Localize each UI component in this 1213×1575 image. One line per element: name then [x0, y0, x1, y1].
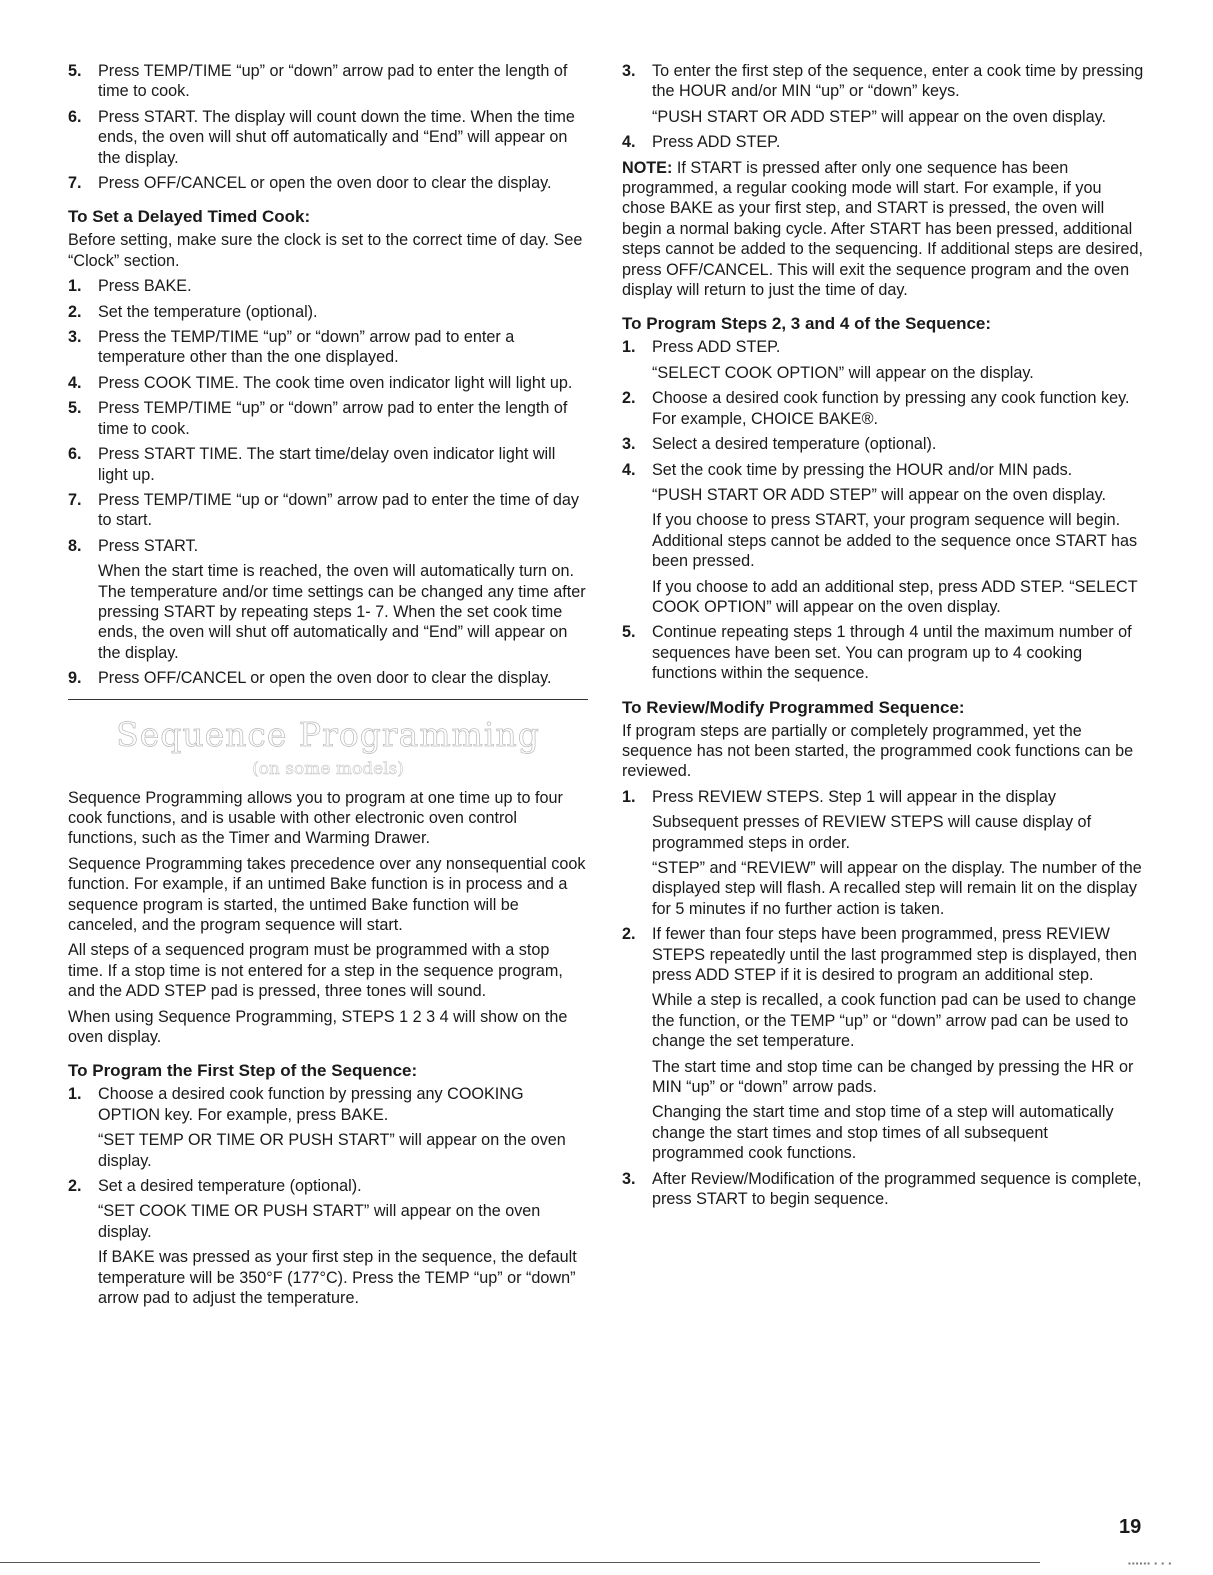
list-item	[68, 1084, 588, 1125]
step-text: Press START TIME. The start time/delay oven indicator light will light up.	[98, 445, 556, 484]
footer-rule	[0, 1562, 1040, 1563]
step-text: Set a desired temperature (optional).	[98, 1177, 362, 1196]
list-item	[622, 434, 1144, 454]
list-item	[68, 373, 588, 393]
step-text: Press OFF/CANCEL or open the oven door to clear the display.	[98, 669, 552, 688]
list-item	[68, 276, 588, 296]
step-text: If fewer than four steps have been programmed, press REVIEW STEPS repeatedly until the last programmed step is displayed, then press ADD STEP if it is desired to program an additional step.	[652, 925, 1137, 985]
step-text: Press COOK TIME. The cook time oven indicator light will light up.	[98, 373, 573, 392]
step-text: Select a desired temperature (optional).	[652, 435, 937, 454]
step-number: 9.	[68, 669, 82, 688]
page-number: 19	[1119, 1516, 1142, 1538]
step-text: Choose a desired cook function by pressing any cook function key. For example, CHOICE BAKE®.	[652, 389, 1130, 428]
step-text: After Review/Modification of the programmed sequence is complete, press START to begin sequence.	[652, 1169, 1142, 1209]
step-number: 7.	[68, 490, 82, 509]
list-item	[622, 132, 1144, 152]
list-item	[68, 398, 588, 439]
step-number: 2.	[622, 389, 636, 408]
step-detail: “SELECT COOK OPTION” will appear on the display.	[652, 363, 1034, 382]
step-number: 1.	[68, 277, 82, 296]
scan-marks: ▪▪▪▪▪▪ ▪ ▪ ▪	[1128, 1559, 1173, 1568]
list-item	[68, 61, 588, 102]
paragraph: All steps of a sequenced program must be programmed with a stop time. If a stop time is not entered for a step in the sequence program, and the ADD STEP pad is pressed, three tones will sound.	[68, 941, 563, 1001]
step-number: 2.	[68, 302, 82, 321]
first-step-heading: To Program the First Step of the Sequence:	[68, 1061, 418, 1081]
step-number: 3.	[622, 62, 636, 80]
note-paragraph	[622, 158, 1144, 301]
right-column	[622, 61, 1144, 1215]
step-number: 2.	[622, 925, 636, 944]
list-item	[622, 388, 1144, 429]
list-item	[68, 536, 588, 556]
step-text: Press ADD STEP.	[652, 133, 781, 152]
step-number: 1.	[622, 787, 636, 806]
step-text: Press START.	[98, 536, 199, 555]
delayed-cook-intro: Before setting, make sure the clock is set to the correct time of day. See “Clock” section.	[68, 231, 583, 270]
step-number: 1.	[68, 1085, 82, 1104]
step-detail: “STEP” and “REVIEW” will appear on the display. The number of the displayed step will flash. A recalled step will remain lit on the display for 5 minutes if no further action is taken.	[652, 859, 1142, 918]
list-item	[68, 668, 588, 688]
list-item	[622, 1169, 1144, 1210]
list-item	[622, 924, 1144, 985]
step-number: 5.	[68, 399, 82, 418]
step-text: Set the cook time by pressing the HOUR and/or MIN pads.	[652, 460, 1073, 479]
step-text: Press TEMP/TIME “up” or “down” arrow pad to enter the length of time to cook.	[98, 62, 568, 101]
step-detail: If you choose to add an additional step, press ADD STEP. “SELECT COOK OPTION” will appear on the oven display.	[652, 577, 1138, 616]
step-number: 4.	[622, 460, 636, 479]
step-detail: “SET TEMP OR TIME OR PUSH START” will appear on the oven display.	[98, 1131, 566, 1170]
step-number: 3.	[622, 1169, 636, 1188]
review-heading: To Review/Modify Programmed Sequence:	[622, 697, 965, 717]
list-item	[68, 327, 588, 368]
note-text: If START is pressed after only one sequence has been programmed, a regular cooking mode will start. For example, if you chose BAKE as your first step, and START is pressed, the oven will begin a normal baking cycle. After START has been pressed, additional steps cannot be added to the sequencing. If additional steps are desired, press OFF/CANCEL. This will exit the sequence program and the oven display will return to just the time of day.	[622, 158, 1144, 300]
list-item	[68, 444, 588, 485]
list-item	[68, 107, 588, 168]
step-number: 8.	[68, 536, 82, 555]
step-number: 4.	[68, 373, 82, 392]
delayed-cook-heading: To Set a Delayed Timed Cook:	[68, 207, 311, 227]
step-text: To enter the first step of the sequence, enter a cook time by pressing the HOUR and/or MIN “up” or “down” keys.	[652, 62, 1144, 101]
step-number: 2.	[68, 1177, 82, 1196]
list-item	[68, 490, 588, 531]
steps-234-heading: To Program Steps 2, 3 and 4 of the Sequence:	[622, 314, 992, 334]
step-detail: “SET COOK TIME OR PUSH START” will appear on the oven display.	[98, 1202, 541, 1241]
step-text: Press REVIEW STEPS. Step 1 will appear in the display	[652, 787, 1056, 806]
section-subtitle: (on some models)	[252, 758, 404, 779]
list-item	[622, 787, 1144, 807]
step-text: Press the TEMP/TIME “up” or “down” arrow pad to enter a temperature other than the one displayed.	[98, 328, 515, 367]
left-column	[68, 61, 588, 1314]
list-item	[622, 460, 1144, 480]
list-item	[68, 302, 588, 322]
step-text: Set the temperature (optional).	[98, 302, 318, 321]
list-item	[68, 1176, 588, 1196]
paragraph: Sequence Programming allows you to program at one time up to four cook functions, and is usable with other electronic oven control functions, such as the Timer and Warming Drawer.	[68, 788, 563, 848]
list-item	[68, 173, 588, 193]
step-number: 6.	[68, 445, 82, 464]
note-label: NOTE:	[622, 158, 673, 177]
step-number: 5.	[622, 623, 636, 642]
list-item	[622, 61, 1144, 102]
step-number: 5.	[68, 62, 82, 80]
step-text: Press START. The display will count down the time. When the time ends, the oven will shut off automatically and “End” will appear on the display.	[98, 107, 575, 167]
section-divider	[68, 699, 588, 700]
step-detail: If BAKE was pressed as your first step in the sequence, the default temperature will be 350°F (177°C). Press the TEMP “up” or “down” arrow pad to adjust the temperature.	[98, 1248, 577, 1308]
step-number: 7.	[68, 174, 82, 193]
step-text: Press OFF/CANCEL or open the oven door to clear the display.	[98, 174, 552, 193]
paragraph: Sequence Programming takes precedence over any nonsequential cook function. For example, if an untimed Bake function is in process and a sequence program is started, the untimed Bake function will be canceled, and the program sequence will start.	[68, 854, 586, 934]
list-item	[622, 622, 1144, 683]
step-number: 3.	[68, 328, 82, 347]
step-detail: Changing the start time and stop time of a step will automatically change the start times and stop times of all subsequent programmed cook functions.	[652, 1103, 1114, 1163]
paragraph: When using Sequence Programming, STEPS 1 2 3 4 will show on the oven display.	[68, 1007, 568, 1047]
step-detail: The start time and stop time can be changed by pressing the HR or MIN “up” or “down” arrow pads.	[652, 1057, 1134, 1097]
step-text: Choose a desired cook function by pressing any COOKING OPTION key. For example, press BAKE.	[98, 1085, 524, 1124]
step-number: 1.	[622, 338, 636, 357]
step-detail: While a step is recalled, a cook function pad can be used to change the function, or the TEMP “up” or “down” arrow pad can be used to change the set temperature.	[652, 991, 1137, 1051]
step-detail: If you choose to press START, your program sequence will begin. Additional steps cannot be added to the sequence once START has been pressed.	[652, 511, 1138, 571]
step-detail: Subsequent presses of REVIEW STEPS will cause display of programmed steps in order.	[652, 813, 1092, 852]
step-detail: When the start time is reached, the oven will automatically turn on. The temperature and/or time settings can be changed any time after pressing START by repeating steps 1- 7. When the set cook time ends, the oven will shut off automatically and “End” will appear on the display.	[98, 562, 586, 662]
step-text: Press TEMP/TIME “up or “down” arrow pad to enter the time of day to start.	[98, 490, 580, 530]
step-number: 3.	[622, 435, 636, 454]
step-number: 4.	[622, 133, 636, 152]
review-intro: If program steps are partially or completely programmed, yet the sequence has not been started, the programmed cook functions can be reviewed.	[622, 721, 1134, 781]
step-text: Continue repeating steps 1 through 4 until the maximum number of sequences have been set. You can program up to 4 cooking functions within the sequence.	[652, 623, 1132, 683]
step-detail: “PUSH START OR ADD STEP” will appear on the oven display.	[652, 107, 1107, 126]
step-number: 6.	[68, 107, 82, 126]
section-title: Sequence Programming	[116, 714, 540, 754]
step-text: Press TEMP/TIME “up” or “down” arrow pad to enter the length of time to cook.	[98, 399, 568, 438]
step-text: Press ADD STEP.	[652, 338, 781, 357]
step-text: Press BAKE.	[98, 277, 192, 296]
list-item	[622, 337, 1144, 357]
step-detail: “PUSH START OR ADD STEP” will appear on the oven display.	[652, 485, 1107, 504]
